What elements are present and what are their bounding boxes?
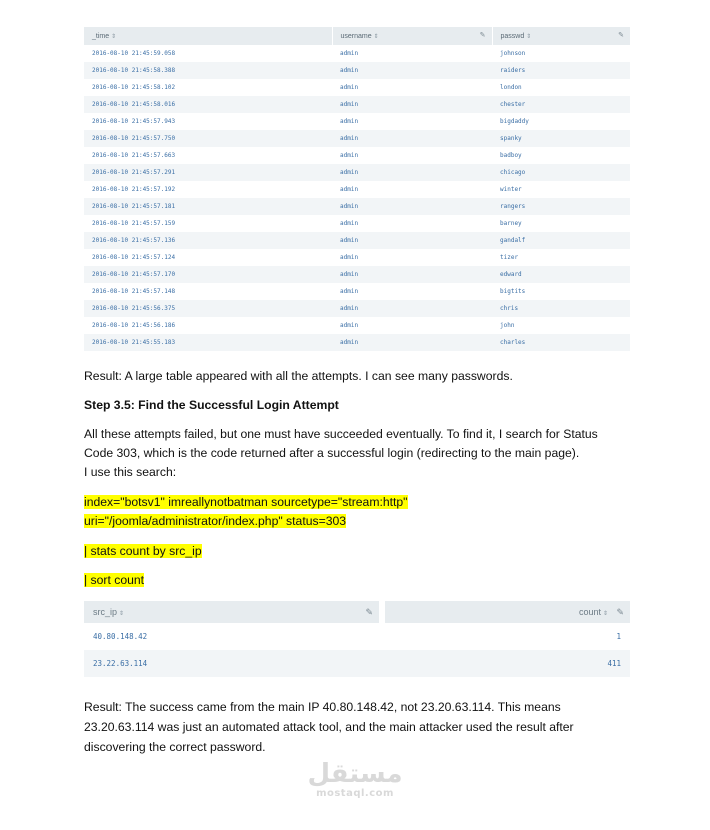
pencil-icon[interactable]: ✎ (616, 607, 624, 617)
passwd-cell[interactable]: raiders (492, 62, 630, 79)
src-ip-table-header (84, 601, 630, 623)
passwd-cell[interactable]: johnson (492, 45, 630, 62)
time-cell[interactable]: 2016-08-10 21:45:57.148 (84, 283, 332, 300)
attempts-table (84, 27, 630, 351)
table-row (84, 130, 630, 147)
passwd-cell[interactable]: bigtits (492, 283, 630, 300)
watermark-arabic: مستقل (307, 759, 403, 789)
table-row (84, 198, 630, 215)
username-cell[interactable]: admin (332, 232, 492, 249)
username-cell[interactable]: admin (332, 62, 492, 79)
passwd-cell[interactable]: gandalf (492, 232, 630, 249)
query-line: | sort count (84, 573, 145, 587)
table-row (84, 317, 630, 334)
table-row (84, 79, 630, 96)
username-cell[interactable]: admin (332, 181, 492, 198)
passwd-cell[interactable]: bigdaddy (492, 113, 630, 130)
username-cell[interactable]: admin (332, 113, 492, 130)
table-row (84, 113, 630, 130)
time-cell[interactable]: 2016-08-10 21:45:58.388 (84, 62, 332, 79)
count-cell[interactable]: 1 (382, 623, 630, 650)
query-line: | stats count by src_ip (84, 544, 202, 558)
time-cell[interactable]: 2016-08-10 21:45:57.159 (84, 215, 332, 232)
query-pipe-stats (84, 542, 202, 561)
search-query-block (84, 493, 408, 531)
username-cell[interactable]: admin (332, 164, 492, 181)
table-row (84, 62, 630, 79)
username-cell[interactable]: admin (332, 249, 492, 266)
sort-icon[interactable]: ⇕ (373, 33, 379, 40)
table-row (84, 266, 630, 283)
time-cell[interactable]: 2016-08-10 21:45:59.058 (84, 45, 332, 62)
time-cell[interactable]: 2016-08-10 21:45:57.124 (84, 249, 332, 266)
passwd-cell[interactable]: winter (492, 181, 630, 198)
sort-icon[interactable]: ⇕ (119, 611, 125, 617)
src-ip-cell[interactable]: 40.80.148.42 (84, 623, 382, 650)
result-text-2 (84, 697, 630, 757)
passwd-cell[interactable]: edward (492, 266, 630, 283)
username-cell[interactable]: admin (332, 215, 492, 232)
sort-icon[interactable]: ⇕ (111, 33, 117, 40)
time-cell[interactable]: 2016-08-10 21:45:57.136 (84, 232, 332, 249)
column-header-username[interactable]: username ⇕ ✎ (332, 27, 492, 45)
time-cell[interactable]: 2016-08-10 21:45:57.663 (84, 147, 332, 164)
result-line: Result: The success came from the main IP 40.80.148.42, not 23.20.63.114. This means (84, 700, 561, 714)
table-row (84, 164, 630, 181)
time-cell[interactable]: 2016-08-10 21:45:57.192 (84, 181, 332, 198)
time-cell[interactable]: 2016-08-10 21:45:56.375 (84, 300, 332, 317)
query-line: uri="/joomla/administrator/index.php" status=303 (84, 514, 347, 528)
watermark-latin: mostaql.com (316, 788, 394, 799)
src-ip-cell[interactable]: 23.22.63.114 (84, 650, 382, 677)
attempts-table-body (84, 45, 630, 351)
username-cell[interactable]: admin (332, 198, 492, 215)
table-row (84, 96, 630, 113)
table-row (84, 181, 630, 198)
sort-icon[interactable]: ⇕ (526, 33, 532, 40)
table-row (84, 623, 630, 650)
pencil-icon[interactable]: ✎ (365, 607, 373, 617)
attempts-table-header (84, 27, 630, 45)
username-cell[interactable]: admin (332, 79, 492, 96)
passwd-cell[interactable]: rangers (492, 198, 630, 215)
time-cell[interactable]: 2016-08-10 21:45:55.183 (84, 334, 332, 351)
username-cell[interactable]: admin (332, 300, 492, 317)
paragraph-line: Code 303, which is the code returned after a successful login (redirecting to the main page). (84, 446, 580, 460)
sort-icon[interactable]: ⇕ (602, 611, 608, 617)
document-page (84, 27, 630, 754)
src-ip-table-body (84, 623, 630, 677)
time-cell[interactable]: 2016-08-10 21:45:58.016 (84, 96, 332, 113)
result-line: 23.20.63.114 was just an automated attack tool, and the main attacker used the result after (84, 720, 574, 734)
query-line: index="botsv1" imreallynotbatman sourcetype="stream:http" (84, 495, 408, 509)
table-row (84, 300, 630, 317)
table-row (84, 334, 630, 351)
result-text-1: Result: A large table appeared with all the attempts. I can see many passwords. (84, 369, 513, 383)
username-cell[interactable]: admin (332, 45, 492, 62)
paragraph-line: I use this search: (84, 465, 177, 479)
passwd-cell[interactable]: chris (492, 300, 630, 317)
pencil-icon[interactable]: ✎ (618, 32, 624, 39)
table-row (84, 232, 630, 249)
passwd-cell[interactable]: barney (492, 215, 630, 232)
table-row (84, 249, 630, 266)
username-cell[interactable]: admin (332, 147, 492, 164)
passwd-cell[interactable]: john (492, 317, 630, 334)
column-header-src-ip[interactable]: src_ip ⇕ ✎ (84, 601, 382, 623)
time-cell[interactable]: 2016-08-10 21:45:57.170 (84, 266, 332, 283)
time-cell[interactable]: 2016-08-10 21:45:57.750 (84, 130, 332, 147)
passwd-cell[interactable]: london (492, 79, 630, 96)
passwd-cell[interactable]: charles (492, 334, 630, 351)
time-cell[interactable]: 2016-08-10 21:45:58.102 (84, 79, 332, 96)
src-ip-count-table (84, 601, 630, 677)
watermark-logo (300, 760, 410, 799)
username-cell[interactable]: admin (332, 130, 492, 147)
time-cell[interactable]: 2016-08-10 21:45:57.181 (84, 198, 332, 215)
result-line: discovering the correct password. (84, 740, 266, 754)
passwd-cell[interactable]: badboy (492, 147, 630, 164)
username-cell[interactable]: admin (332, 283, 492, 300)
passwd-cell[interactable]: chicago (492, 164, 630, 181)
username-cell[interactable]: admin (332, 96, 492, 113)
pencil-icon[interactable]: ✎ (479, 32, 486, 39)
time-cell[interactable]: 2016-08-10 21:45:57.291 (84, 164, 332, 181)
column-header-count[interactable]: count ⇕ ✎ (382, 601, 630, 623)
passwd-cell[interactable]: tizer (492, 249, 630, 266)
paragraph-line: All these attempts failed, but one must have succeeded eventually. To find it, I search for Status (84, 427, 598, 441)
table-row (84, 215, 630, 232)
query-pipe-sort (84, 571, 144, 590)
username-cell[interactable]: admin (332, 317, 492, 334)
username-cell[interactable]: admin (332, 334, 492, 351)
explanation-paragraph (84, 425, 630, 482)
passwd-cell[interactable]: spanky (492, 130, 630, 147)
count-cell[interactable]: 411 (382, 650, 630, 677)
column-header-passwd[interactable]: passwd ⇕ ✎ (492, 27, 630, 45)
table-row (84, 45, 630, 62)
table-row (84, 147, 630, 164)
column-header-time[interactable]: _time ⇕ (84, 27, 332, 45)
username-cell[interactable]: admin (332, 266, 492, 283)
passwd-cell[interactable]: chester (492, 96, 630, 113)
step-heading: Step 3.5: Find the Successful Login Attempt (84, 398, 339, 412)
table-row (84, 650, 630, 677)
time-cell[interactable]: 2016-08-10 21:45:56.186 (84, 317, 332, 334)
table-row (84, 283, 630, 300)
time-cell[interactable]: 2016-08-10 21:45:57.943 (84, 113, 332, 130)
